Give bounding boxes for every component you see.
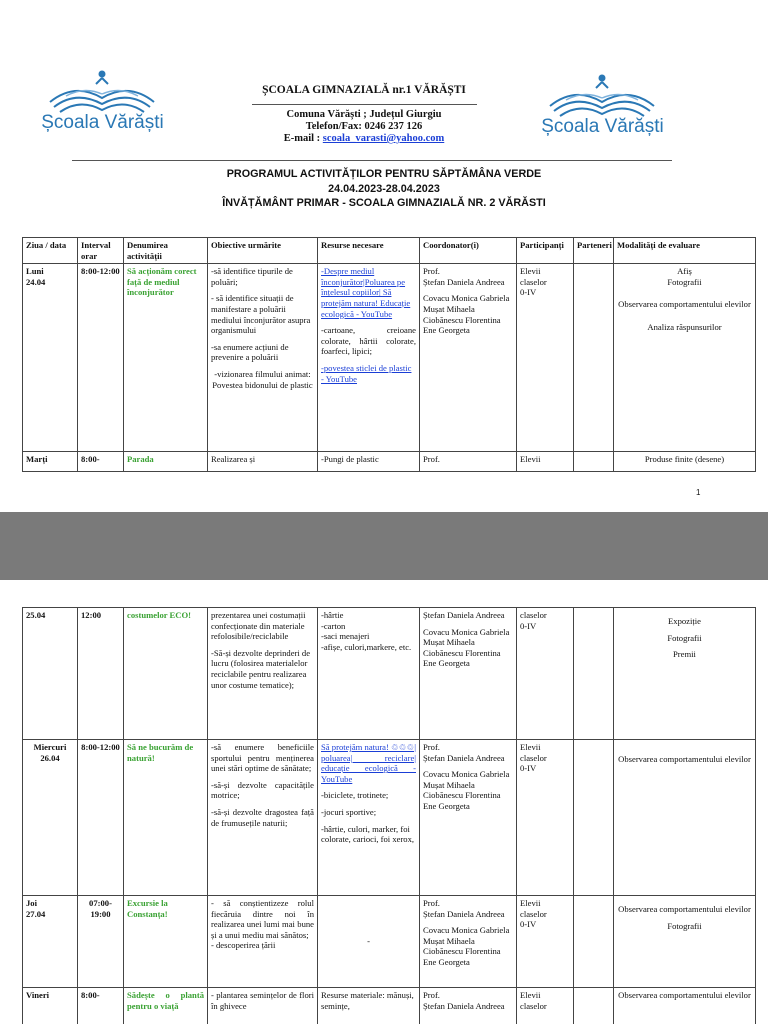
school-contact <box>250 109 478 145</box>
objectives-cell: -să enumere beneficiile sportului pentru menținerea unei stări optime de sănătate; -să-și dezvolte capacitățile motrice; -să-și dezvolte dragostea față de frumusețile naturii; <box>208 740 318 896</box>
time-cell: 8:00- <box>78 452 124 472</box>
column-header: Obiective urmărite <box>208 238 318 264</box>
objectives-cell: - plantarea semințelor de flori în ghivece <box>208 988 318 1024</box>
open-book-icon <box>40 68 165 116</box>
evaluation-cell: Expoziție Fotografii Premii <box>614 608 756 740</box>
day-cell: Miercuri 26.04 <box>23 740 78 896</box>
evaluation-cell: Observarea comportamentului elevilor <box>614 988 756 1024</box>
schedule-table <box>22 237 756 472</box>
partners-cell <box>574 988 614 1024</box>
activity-cell: Sădește o plantă pentru o viață <box>124 988 208 1024</box>
coordinators-cell: Prof. Ștefan Daniela Andreea Covacu Monica Gabriela Mușat Mihaela Ciobănescu Florentina Ene Georgeta <box>420 896 517 988</box>
logo-text: Școala Vărăști <box>41 112 164 133</box>
column-header: Ziua / data <box>23 238 78 264</box>
school-logo-left <box>40 68 165 148</box>
evaluation-cell: Produse finite (desene) <box>614 452 756 472</box>
participants-cell: Elevii claselor 0-IV <box>517 896 574 988</box>
video-link[interactable]: Să protejăm natura! ♲♲♲| poluarea| reciclare| educație ecologică - YouTube <box>321 742 416 784</box>
participants-cell: Elevii <box>517 452 574 472</box>
activity-cell: costumelor ECO! <box>124 608 208 740</box>
table-row-joi <box>23 896 756 988</box>
column-header: Participanți <box>517 238 574 264</box>
participants-cell: Elevii claselor 0-IV <box>517 740 574 896</box>
school-phone: Telefon/Fax: 0246 237 126 <box>305 121 423 132</box>
coordinators-cell: Prof. Ștefan Daniela Andreea <box>420 988 517 1024</box>
column-header: Modalități de evaluare <box>614 238 756 264</box>
partners-cell <box>574 896 614 988</box>
resources-cell: Resurse materiale: mănuși, semințe, <box>318 988 420 1024</box>
partners-cell <box>574 264 614 452</box>
table-row-marti-continued <box>23 608 756 740</box>
activity-cell: Parada <box>124 452 208 472</box>
participants-cell: claselor 0-IV <box>517 608 574 740</box>
partners-cell <box>574 452 614 472</box>
school-name: ȘCOALA GIMNAZIALĂ nr.1 VĂRĂȘTI <box>262 84 466 96</box>
objectives-cell: -să identifice tipurile de poluări; - să identifice situații de manifestare a poluării mediului înconjurător asupra organismului -sa enumere acțiuni de prevenire a poluării -vizionarea filmului animat: Povestea bidonului de plastic <box>208 264 318 452</box>
school-address: Comuna Vărăști ; Județul Giurgiu <box>286 109 442 120</box>
coordinators-cell: Ștefan Daniela Andreea Covacu Monica Gabriela Mușat Mihaela Ciobănescu Florentina Ene Georgeta <box>420 608 517 740</box>
activity-cell: Să acționăm corect față de mediul înconjurător <box>124 264 208 452</box>
date-cell: 25.04 <box>23 608 78 740</box>
objectives-cell: - să conștientizeze rolul fiecăruia dintre noi în realizarea unei lumi mai bune și a unui mediu mai sănătos; - descoperirea țării <box>208 896 318 988</box>
coordinators-cell: Prof. Ștefan Daniela Andreea Covacu Monica Gabriela Mușat Mihaela Ciobănescu Florentina Ene Georgeta <box>420 740 517 896</box>
column-header: Resurse necesare <box>318 238 420 264</box>
video-link[interactable]: -Despre mediul înconjurător|Poluarea pe înțelesul copiilor| Să protejăm natura! Educație ecologică - YouTube <box>321 266 411 319</box>
table-header-row <box>23 238 756 264</box>
header-divider <box>72 160 672 161</box>
day-cell: Joi 27.04 <box>23 896 78 988</box>
column-header: Coordonator(i) <box>420 238 517 264</box>
resources-cell: - <box>318 896 420 988</box>
video-link[interactable]: -povestea sticlei de plastic - YouTube <box>321 362 412 384</box>
program-title: PROGRAMUL ACTIVITĂȚILOR PENTRU SĂPTĂMÂNA VERDE <box>226 168 542 180</box>
column-header: Parteneri <box>574 238 614 264</box>
day-cell: Marți <box>23 452 78 472</box>
email-link[interactable]: scoala_varasti@yahoo.com <box>322 133 445 144</box>
resources-cell: -hârtie -carton -saci menajeri -afișe, culori,markere, etc. <box>318 608 420 740</box>
evaluation-cell: Afiș Fotografii Observarea comportamentului elevilor Analiza răspunsurilor <box>614 264 756 452</box>
participants-cell: Elevii claselor 0-IV <box>517 264 574 452</box>
table-row-marti <box>23 452 756 472</box>
program-level: ÎNVĂȚĂMÂNT PRIMAR - SCOALA GIMNAZIALĂ NR. 2 VĂRĂSTI <box>222 197 546 209</box>
open-book-icon <box>540 72 665 120</box>
participants-cell: Elevii claselor <box>517 988 574 1024</box>
coordinators-cell: Prof. Ștefan Daniela Andreea Covacu Monica Gabriela Mușat Mihaela Ciobănescu Florentina Ene Georgeta <box>420 264 517 452</box>
day-cell: Luni 24.04 <box>23 264 78 452</box>
header-divider-short <box>252 104 477 105</box>
partners-cell <box>574 740 614 896</box>
page-number: 1 <box>696 488 701 497</box>
column-header: Denumirea activității <box>124 238 208 264</box>
day-cell: Vineri <box>23 988 78 1024</box>
time-cell: 8:00-12:00 <box>78 264 124 452</box>
document-page-2 <box>0 580 768 1024</box>
resources-cell: Să protejăm natura! ♲♲♲| poluarea| reciclare| educație ecologică - YouTube -biciclete, trotinete; -jocuri sportive; -hârtie, culori, marker, foi colorate, carioci, foi xerox, <box>318 740 420 896</box>
program-title-block <box>75 167 693 211</box>
program-dates: 24.04.2023-28.04.2023 <box>328 182 440 195</box>
time-cell: 8:00-12:00 <box>78 740 124 896</box>
school-email: E-mail : scoala_varasti@yahoo.com <box>283 133 445 144</box>
evaluation-cell: Observarea comportamentului elevilor <box>614 740 756 896</box>
resources-cell: -Pungi de plastic <box>318 452 420 472</box>
objectives-cell: prezentarea unei costumații confecționate din materiale refolosibile/reciclabile -Să-și dezvolte deprinderi de lucru (folosirea materialelor reciclabile pentru realizarea unor costume tematice); <box>208 608 318 740</box>
activity-cell: Excursie la Constanța! <box>124 896 208 988</box>
coordinators-cell: Prof. <box>420 452 517 472</box>
schedule-table-continued <box>22 607 756 1024</box>
evaluation-cell: Observarea comportamentului elevilor Fotografii <box>614 896 756 988</box>
column-header: Interval orar <box>78 238 124 264</box>
table-row-miercuri <box>23 740 756 896</box>
table-row-vineri <box>23 988 756 1024</box>
time-cell: 8:00- <box>78 988 124 1024</box>
partners-cell <box>574 608 614 740</box>
resources-cell: -Despre mediul înconjurător|Poluarea pe înțelesul copiilor| Să protejăm natura! Educație ecologică - YouTube -cartoane, creioane colorate, hârtii colorate, foarfeci, lipici; -povestea sticlei de plastic - YouTube <box>318 264 420 452</box>
school-logo-right <box>540 72 665 152</box>
table-row-luni <box>23 264 756 452</box>
time-cell: 12:00 <box>78 608 124 740</box>
objectives-cell: Realizarea și <box>208 452 318 472</box>
logo-text: Școala Vărăști <box>541 116 664 137</box>
time-cell: 07:00-19:00 <box>78 896 124 988</box>
activity-cell: Să ne bucurăm de natură! <box>124 740 208 896</box>
